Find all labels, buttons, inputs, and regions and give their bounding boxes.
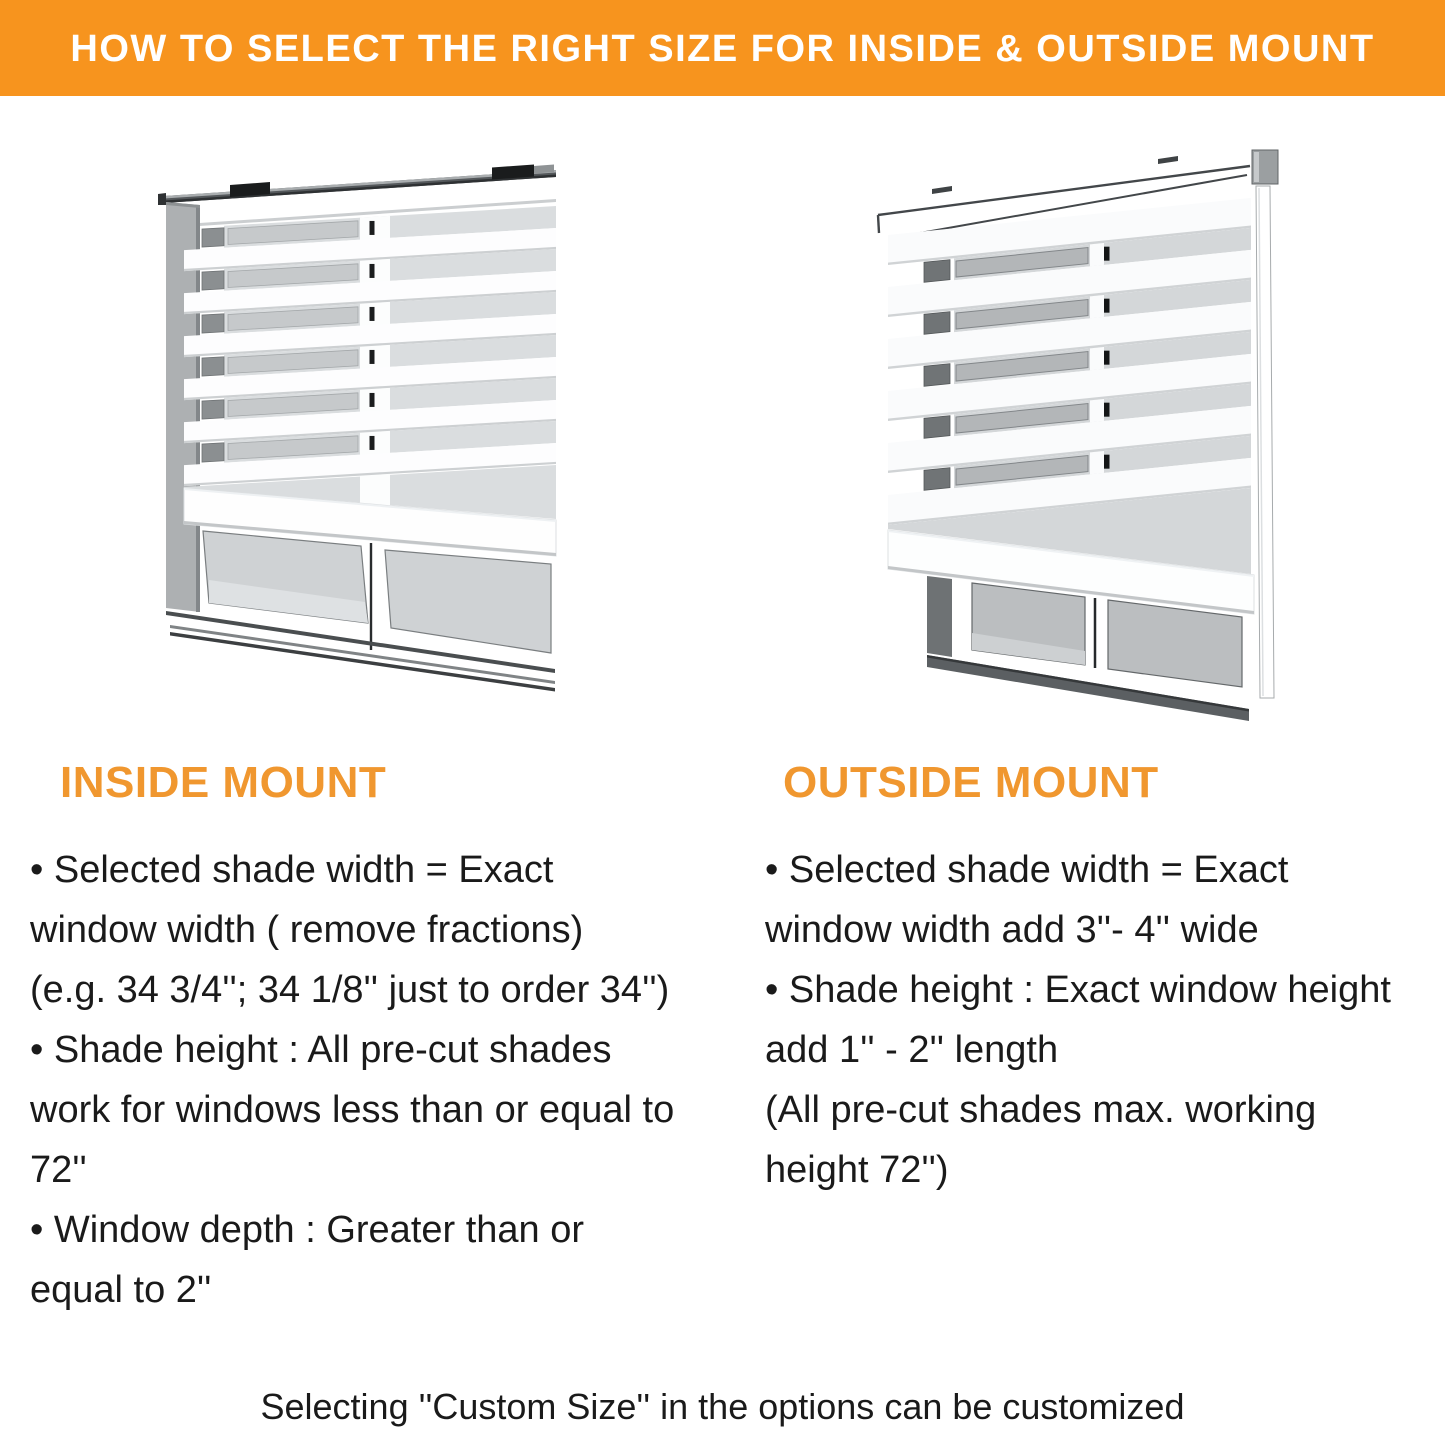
text-line: (All pre-cut shades max. working xyxy=(765,1089,1317,1131)
text-line: • Window depth : Greater than or xyxy=(30,1209,585,1251)
text-line: height 72'') xyxy=(765,1149,949,1191)
outside-mount-window-drawing xyxy=(850,138,1290,738)
text-line: window width ( remove fractions) xyxy=(30,909,584,951)
text-line: work for windows less than or equal to xyxy=(30,1089,675,1131)
inside-mount-window-drawing xyxy=(158,150,558,695)
text-line: add 1'' - 2'' length xyxy=(765,1029,1059,1071)
text-line: • Shade height : Exact window height xyxy=(765,969,1391,1011)
text-line: • Selected shade width = Exact xyxy=(30,849,554,891)
outside-mount-illustration xyxy=(850,138,1290,738)
header-banner xyxy=(0,0,1445,96)
inside-mount-heading: INSIDE MOUNT xyxy=(60,758,387,807)
banner-title: HOW TO SELECT THE RIGHT SIZE FOR INSIDE & OUTSIDE MOUNT xyxy=(70,28,1375,70)
text-line: • Selected shade width = Exact xyxy=(765,849,1289,891)
text-line: • Shade height : All pre-cut shades xyxy=(30,1029,612,1071)
text-line: window width add 3''- 4'' wide xyxy=(765,909,1259,951)
outside-mount-instructions xyxy=(765,840,1445,1200)
text-line: 72'' xyxy=(30,1149,87,1191)
footer-note: Selecting ''Custom Size'' in the options can be customized xyxy=(260,1386,1185,1427)
outside-mount-heading: OUTSIDE MOUNT xyxy=(783,758,1159,807)
text-line: (e.g. 34 3/4''; 34 1/8'' just to order 34'') xyxy=(30,969,670,1011)
inside-mount-illustration xyxy=(158,150,558,695)
inside-mount-instructions xyxy=(30,840,745,1320)
text-line: equal to 2'' xyxy=(30,1269,212,1311)
